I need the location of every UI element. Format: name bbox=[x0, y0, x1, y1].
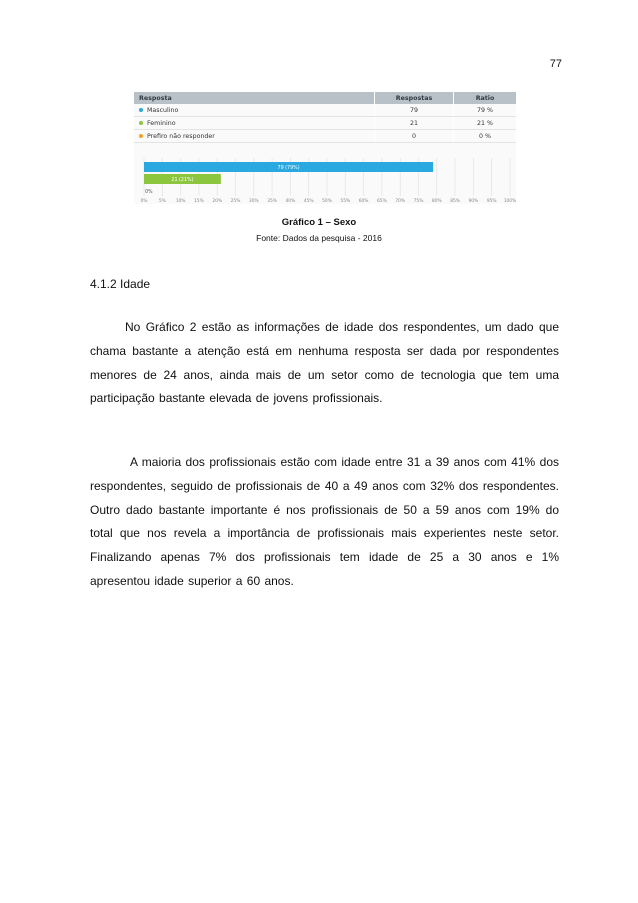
response-cell bbox=[134, 130, 375, 143]
x-tick-label: 85% bbox=[450, 199, 460, 204]
x-tick-label: 100% bbox=[503, 199, 516, 204]
data-label: 79 (79%) bbox=[277, 166, 300, 171]
answers-cell: 79 bbox=[375, 104, 454, 117]
header-ratio: Ratio bbox=[454, 92, 517, 104]
section-heading: 4.1.2 Idade bbox=[90, 277, 151, 291]
x-tick-label: 5% bbox=[158, 199, 166, 204]
response-cell bbox=[134, 104, 375, 117]
x-tick-label: 25% bbox=[230, 199, 241, 204]
table-row bbox=[134, 130, 516, 143]
x-tick-label: 50% bbox=[322, 199, 332, 204]
header-response: Resposta bbox=[134, 92, 375, 104]
x-tick-label: 10% bbox=[175, 199, 186, 204]
x-tick-label: 20% bbox=[212, 199, 223, 204]
ratio-cell: 0 % bbox=[454, 130, 517, 143]
data-label: 21 (21%) bbox=[171, 178, 194, 183]
table-row bbox=[134, 117, 516, 130]
x-tick-label: 40% bbox=[285, 199, 296, 204]
ratio-cell: 21 % bbox=[454, 117, 517, 130]
row-label: Masculino bbox=[147, 106, 179, 114]
x-tick-label: 45% bbox=[303, 199, 314, 204]
x-tick-label: 15% bbox=[194, 199, 204, 204]
response-table bbox=[134, 92, 516, 143]
x-tick-label: 80% bbox=[431, 199, 442, 204]
row-label: Prefiro não responder bbox=[147, 132, 215, 140]
paragraph: No Gráfico 2 estão as informações de idade dos respondentes, um dado que chama bastante a atenção está em nenhuma resposta ser dada por respondentes menores de 24 anos, ainda mais de um setor como de tecnologia que tem uma participação bastante elevada de jovens profissionais. bbox=[90, 320, 559, 406]
x-tick-label: 35% bbox=[267, 199, 277, 204]
legend-dot-icon bbox=[139, 121, 143, 125]
figure-caption-source: Fonte: Dados da pesquisa - 2016 bbox=[256, 233, 382, 243]
answers-cell: 0 bbox=[375, 130, 454, 143]
x-tick-label: 95% bbox=[486, 199, 497, 204]
x-tick-label: 60% bbox=[358, 199, 369, 204]
ratio-cell: 79 % bbox=[454, 104, 517, 117]
x-tick-label: 65% bbox=[377, 199, 387, 204]
header-answers: Respostas bbox=[375, 92, 454, 104]
row-label: Feminino bbox=[147, 119, 176, 127]
figure-caption-title: Gráfico 1 – Sexo bbox=[281, 217, 357, 228]
survey-figure bbox=[134, 92, 516, 204]
answers-cell: 21 bbox=[375, 117, 454, 130]
x-tick-label: 0% bbox=[140, 199, 148, 204]
x-tick-label: 30% bbox=[248, 199, 259, 204]
paragraph: A maioria dos profissionais estão com idade entre 31 a 39 anos com 41% dos respondentes, seguido de profissionais de 40 a 49 anos com 32% dos respondentes. Outro dado bastante importante é nos profissionais de 50 a 59 anos com 19% do total que nos revela a importância de profissionais mais experientes neste setor. Finalizando apenas 7% dos profissionais tem idade de 25 a 30 anos e 1% apresentou idade superior a 60 anos. bbox=[90, 455, 559, 588]
legend-dot-icon bbox=[139, 108, 143, 112]
bar-chart bbox=[134, 154, 516, 204]
x-tick-label: 75% bbox=[413, 199, 424, 204]
table-row bbox=[134, 104, 516, 117]
data-label: 0% bbox=[145, 190, 153, 195]
x-tick-label: 55% bbox=[340, 199, 351, 204]
page-number: 77 bbox=[549, 58, 562, 70]
response-cell bbox=[134, 117, 375, 130]
x-tick-label: 90% bbox=[468, 199, 479, 204]
legend-dot-icon bbox=[139, 134, 143, 138]
x-tick-label: 70% bbox=[395, 199, 406, 204]
table-header-row bbox=[134, 92, 516, 104]
